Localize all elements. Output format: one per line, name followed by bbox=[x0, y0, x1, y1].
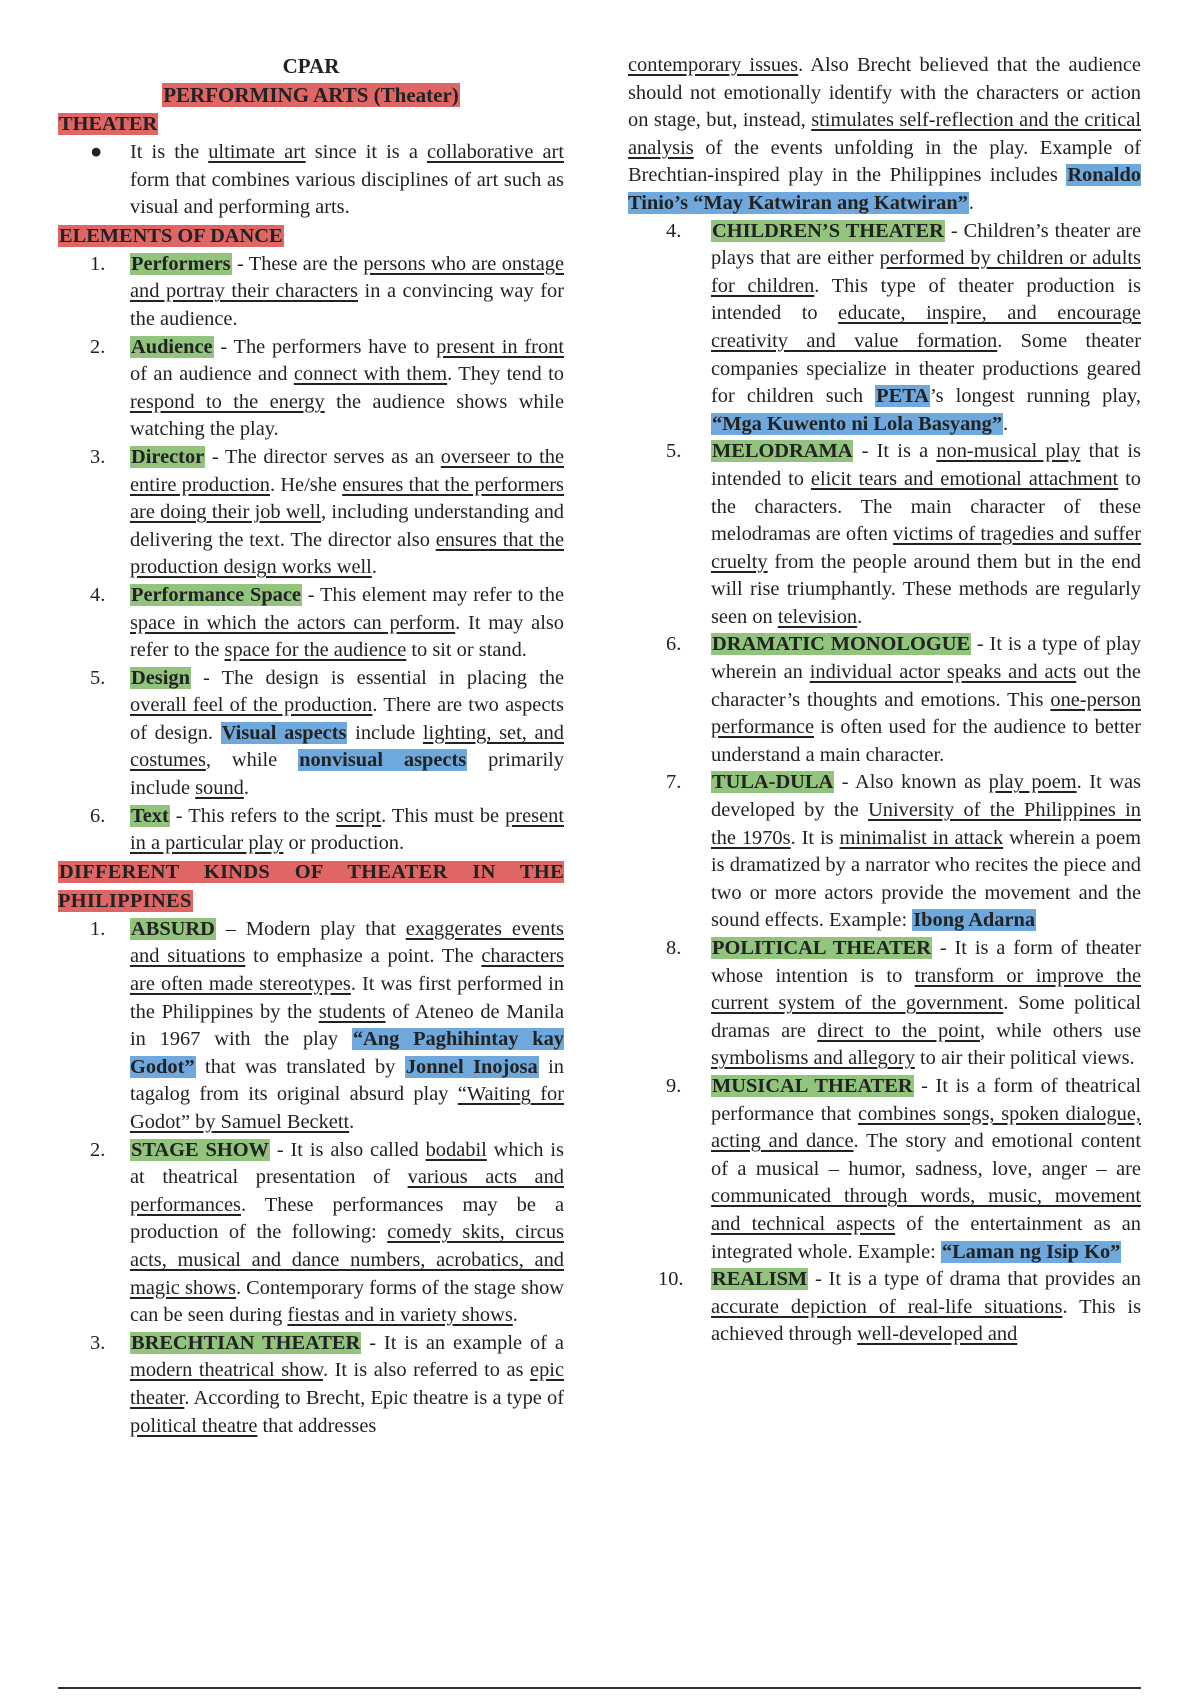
footer-rule bbox=[58, 1687, 1141, 1689]
element-director bbox=[58, 444, 564, 582]
term-highlight: Audience bbox=[131, 335, 213, 358]
blue-highlight: Jonnel Inojosa bbox=[405, 1055, 538, 1078]
item-number: 3. bbox=[90, 1331, 106, 1354]
kind-realism bbox=[628, 1266, 1141, 1349]
item-number: 10. bbox=[658, 1268, 684, 1291]
term-highlight: Director bbox=[131, 445, 205, 468]
item-number: 4. bbox=[90, 583, 106, 606]
text-run: to the characters. The main character of these melodramas are often bbox=[711, 467, 1141, 546]
underlined-text: contemporary issues bbox=[628, 54, 799, 76]
blue-highlight: nonvisual aspects bbox=[299, 749, 467, 772]
text-run: primarily include bbox=[130, 749, 564, 800]
text-run: . There are two aspects of design. bbox=[130, 694, 564, 744]
blue-highlight: Visual aspects bbox=[221, 721, 347, 744]
text-run: . bbox=[512, 1304, 518, 1327]
text-run: - It is a type of play wherein an bbox=[711, 633, 1141, 684]
item-number: 1. bbox=[90, 252, 106, 275]
underlined-text: overall feel of the production bbox=[130, 694, 373, 717]
item-number: 1. bbox=[90, 917, 106, 940]
course-title: CPAR bbox=[282, 54, 340, 78]
underlined-text: “Waiting for Godot” by Samuel Beckett bbox=[130, 1083, 564, 1133]
kind-melodrama bbox=[628, 438, 1141, 631]
kinds-heading bbox=[58, 858, 564, 916]
underlined-text: performed by children or adults for children bbox=[711, 247, 1141, 297]
underlined-text: political theatre bbox=[130, 1414, 258, 1437]
element-audience bbox=[58, 334, 564, 444]
underlined-text: minimalist in attack bbox=[839, 826, 1004, 849]
text-run: . It may also refer to the bbox=[130, 611, 564, 662]
text-run: since it is a bbox=[305, 141, 427, 163]
item-number: 2. bbox=[90, 1138, 106, 1161]
text-run: - This refers to the bbox=[169, 804, 336, 827]
text-run: - It is an example of a bbox=[361, 1331, 564, 1354]
underlined-text: connect with them bbox=[293, 363, 448, 386]
underlined-text: modern theatrical show bbox=[130, 1359, 323, 1382]
text-run: . It was developed by the bbox=[711, 771, 1141, 822]
underlined-text: elicit tears and emotional attachment bbox=[810, 467, 1119, 490]
text-run: . This is achieved through bbox=[711, 1295, 1142, 1346]
text-run: - Also known as bbox=[834, 771, 989, 794]
underlined-text: educate, inspire, and encourage creativity and value formation bbox=[711, 302, 1141, 352]
kinds-list-left bbox=[58, 916, 564, 1440]
text-run: that addresses bbox=[257, 1414, 377, 1437]
text-run: - It is a type of drama that provides an bbox=[808, 1268, 1141, 1291]
text-run: - The design is essential in placing the bbox=[190, 666, 564, 689]
term-highlight: Text bbox=[131, 804, 169, 827]
underlined-text: fiestas and in variety shows bbox=[287, 1304, 513, 1327]
text-run: form that combines various disciplines of art such as visual and performing arts. bbox=[130, 168, 564, 219]
text-run: , including understanding and delivering the text. The director also bbox=[130, 501, 564, 551]
item-number: 8. bbox=[666, 937, 682, 959]
text-run: . The story and emotional content of a musical – humor, sadness, love, anger – are bbox=[711, 1130, 1141, 1180]
theater-heading-text: THEATER bbox=[59, 113, 158, 135]
kind-musical-theater bbox=[628, 1073, 1141, 1266]
item-number: 5. bbox=[90, 666, 106, 689]
text-run: . They tend to bbox=[447, 363, 564, 386]
text-run: . bbox=[371, 556, 377, 579]
blue-highlight: PETA bbox=[876, 385, 930, 408]
text-run: - This element may refer to the bbox=[301, 583, 564, 606]
text-run: or production. bbox=[283, 832, 405, 855]
text-run: out the character’s thoughts and emotions. This bbox=[711, 661, 1141, 711]
kinds-list-right bbox=[628, 218, 1141, 1349]
item-number: 2. bbox=[90, 335, 106, 358]
underlined-text: overseer to the entire production bbox=[130, 445, 564, 496]
text-run: . Some theater companies specialize in theater productions geared for children such bbox=[711, 329, 1141, 408]
blue-highlight: “Ang Paghihintay kay Godot” bbox=[130, 1028, 564, 1078]
term-highlight: STAGE SHOW bbox=[131, 1138, 269, 1161]
underlined-text: ensures that the production design works well bbox=[130, 528, 565, 579]
underlined-text: space for the audience bbox=[224, 639, 407, 662]
term-highlight: MUSICAL THEATER bbox=[712, 1074, 913, 1097]
item-number: 7. bbox=[666, 771, 682, 794]
item-number: 6. bbox=[90, 804, 106, 827]
underlined-text: individual actor speaks and acts bbox=[809, 661, 1077, 684]
text-run: - These are the bbox=[231, 252, 364, 275]
underlined-text: direct to the point bbox=[817, 1019, 980, 1042]
blue-highlight: “Mga Kuwento ni Lola Basyang” bbox=[712, 412, 1003, 435]
text-run: that is intended to bbox=[711, 440, 1141, 490]
text-run: – Modern play that bbox=[215, 917, 406, 940]
underlined-text: respond to the energy bbox=[130, 390, 325, 413]
text-run: , while others use bbox=[979, 1019, 1141, 1042]
underlined-text: space in which the actors can perform bbox=[130, 611, 456, 634]
underlined-text: exaggerates events and situations bbox=[130, 917, 564, 968]
underlined-text: play poem bbox=[988, 771, 1077, 794]
underlined-text: stimulates self-reflection and the critical analysis bbox=[628, 109, 1141, 159]
text-run: in tagalog from its original absurd play bbox=[130, 1055, 564, 1106]
underlined-text: transform or improve the current system of the government bbox=[711, 964, 1141, 1015]
blue-highlight: Ibong Adarna bbox=[913, 909, 1036, 932]
underlined-text: collaborative art bbox=[426, 141, 564, 163]
text-run: - It is a form of theatrical performance that bbox=[711, 1074, 1141, 1125]
text-run: to air their political views. bbox=[914, 1047, 1135, 1070]
underlined-text: well-developed and bbox=[857, 1323, 1018, 1346]
text-run: of the events unfolding in the play. Example of Brechtian-inspired play in the Philippines includes bbox=[628, 136, 1141, 187]
right-column bbox=[628, 52, 1141, 1349]
underlined-text: lighting, set, and costumes bbox=[130, 721, 564, 772]
text-run: . It was first performed in the Philippines by the bbox=[130, 973, 564, 1023]
underlined-text: sound bbox=[195, 777, 244, 800]
term-highlight: Design bbox=[131, 666, 190, 689]
main-title-highlight: PERFORMING ARTS (Theater) bbox=[163, 83, 459, 107]
main-title bbox=[58, 81, 564, 110]
theater-bullet bbox=[58, 139, 564, 222]
underlined-text: ultimate art bbox=[208, 141, 306, 163]
text-run: - It is also called bbox=[269, 1138, 426, 1161]
text-run: . bbox=[243, 777, 249, 800]
text-run: . bbox=[349, 1111, 355, 1133]
term-highlight: BRECHTIAN THEATER bbox=[131, 1331, 361, 1354]
term-highlight: CHILDREN’S THEATER bbox=[712, 219, 944, 242]
kind-tula-dula bbox=[628, 769, 1141, 935]
text-run: . Contemporary forms of the stage show can be seen during bbox=[130, 1276, 564, 1327]
text-run: It is the bbox=[130, 141, 209, 163]
item-number: 5. bbox=[666, 440, 682, 463]
kind-brechtian bbox=[58, 1330, 564, 1440]
underlined-text: non-musical play bbox=[936, 440, 1081, 463]
left-column bbox=[58, 52, 564, 1440]
term-highlight: MELODRAMA bbox=[712, 440, 853, 463]
brechtian-continued bbox=[628, 52, 1141, 218]
text-run: . These performances may be a production of the following: bbox=[130, 1193, 564, 1244]
text-run: - The performers have to bbox=[213, 335, 437, 358]
text-run: which is at theatrical presentation of bbox=[130, 1138, 564, 1189]
text-run: in a convincing way for the audience. bbox=[130, 280, 564, 330]
underlined-text: television bbox=[777, 605, 858, 628]
element-performance-space bbox=[58, 582, 564, 665]
term-highlight: ABSURD bbox=[131, 917, 215, 940]
term-highlight: REALISM bbox=[712, 1268, 808, 1291]
text-run: is often used for the audience to better understand a main character. bbox=[711, 716, 1141, 766]
theater-heading bbox=[58, 110, 564, 139]
kind-dramatic-monologue bbox=[628, 631, 1141, 769]
kinds-heading-text: DIFFERENT KINDS OF THEATER IN THE PHILIPPINES bbox=[58, 860, 564, 912]
underlined-text: victims of tragedies and suffer cruelty bbox=[711, 523, 1142, 573]
theater-bullet-list bbox=[58, 139, 564, 222]
item-number: 3. bbox=[90, 445, 106, 468]
term-highlight: TULA-DULA bbox=[712, 771, 834, 794]
text-run: . He/she bbox=[270, 473, 343, 496]
text-run: to sit or stand. bbox=[406, 639, 527, 662]
text-run: that was translated by bbox=[195, 1055, 405, 1078]
term-highlight: POLITICAL THEATER bbox=[712, 937, 932, 959]
elements-heading bbox=[58, 222, 564, 251]
term-highlight: DRAMATIC MONOLOGUE bbox=[712, 633, 971, 656]
text-run: . bbox=[857, 605, 863, 628]
underlined-text: ensures that the performers are doing their job well bbox=[130, 473, 564, 524]
text-run: wherein a poem is dramatized by a narrator who recites the piece and two or more actors provide the movement and the sound effects. Example: bbox=[711, 826, 1141, 932]
text-run: ’s longest running play, bbox=[930, 385, 1141, 408]
text-run: . It is bbox=[790, 826, 840, 849]
text-run: include bbox=[347, 721, 423, 744]
element-design bbox=[58, 665, 564, 803]
underlined-text: characters are often made stereotypes bbox=[130, 945, 564, 996]
underlined-text: communicated through words, music, movement and technical aspects bbox=[711, 1185, 1141, 1235]
text-run: , while bbox=[205, 749, 299, 772]
text-run: . bbox=[968, 191, 974, 214]
blue-highlight: “Laman ng Isip Ko” bbox=[941, 1240, 1121, 1263]
text-run: from the people around them but in the end will rise triumphantly. These methods are regularly seen on bbox=[711, 550, 1141, 628]
text-run: to emphasize a point. The bbox=[245, 945, 482, 968]
text-run: . Also Brecht believed that the audience should not emotionally identify with the characters or action on stage, but, instead, bbox=[628, 54, 1141, 132]
kind-political-theater bbox=[628, 935, 1141, 1073]
term-highlight: Performance Space bbox=[131, 583, 301, 606]
term-highlight: Performers bbox=[131, 252, 231, 275]
text-run: - The director serves as an bbox=[205, 445, 441, 468]
elements-heading-text: ELEMENTS OF DANCE bbox=[59, 224, 283, 247]
underlined-text: University of the Philippines in the 1970s bbox=[711, 799, 1141, 849]
underlined-text: comedy skits, circus acts, musical and dance numbers, acrobatics, and magic shows bbox=[130, 1221, 564, 1299]
kind-childrens-theater bbox=[628, 218, 1141, 439]
text-run: . This must be bbox=[381, 804, 506, 827]
text-run: of the entertainment as an integrated whole. Example: bbox=[711, 1212, 1141, 1263]
underlined-text: one-person performance bbox=[711, 688, 1141, 739]
underlined-text: students bbox=[318, 1000, 386, 1023]
text-run: . According to Brecht, Epic theatre is a type of bbox=[184, 1386, 564, 1409]
elements-list bbox=[58, 251, 564, 858]
underlined-text: persons who are onstage and portray their characters bbox=[130, 252, 564, 303]
text-run: of Ateneo de Manila in 1967 with the play bbox=[130, 1000, 565, 1051]
element-text bbox=[58, 803, 564, 858]
item-number: 9. bbox=[666, 1074, 682, 1097]
underlined-text: epic theater bbox=[130, 1359, 564, 1409]
text-run: - It is a bbox=[853, 440, 937, 463]
underlined-text: accurate depiction of real-life situations bbox=[711, 1295, 1063, 1318]
item-number: 4. bbox=[666, 219, 682, 242]
text-run: of an audience and bbox=[130, 363, 294, 386]
text-run: the audience shows while watching the play. bbox=[130, 390, 564, 441]
item-number: 6. bbox=[666, 633, 682, 656]
underlined-text: bodabil bbox=[425, 1138, 487, 1161]
underlined-text: various acts and performances bbox=[130, 1166, 564, 1216]
text-run: . Some political dramas are bbox=[711, 992, 1141, 1042]
underlined-text: script bbox=[335, 804, 382, 827]
text-run: - It is a form of theater whose intention is to bbox=[711, 937, 1142, 987]
underlined-text: present in a particular play bbox=[130, 804, 564, 855]
blue-highlight: Ronaldo Tinio’s “May Katwiran ang Katwiran” bbox=[628, 164, 1141, 214]
bullet-dot-icon: ● bbox=[90, 141, 103, 163]
text-run: . It is also referred to as bbox=[322, 1359, 531, 1382]
underlined-text: present in front bbox=[436, 335, 564, 358]
underlined-text: combines songs, spoken dialogue, acting and dance bbox=[711, 1102, 1141, 1153]
text-run: . This type of theater production is intended to bbox=[711, 274, 1141, 325]
underlined-text: symbolisms and allegory bbox=[711, 1047, 915, 1070]
text-run: - Children’s theater are plays that are either bbox=[711, 219, 1141, 270]
kind-absurd bbox=[58, 916, 564, 1137]
text-run: . bbox=[1003, 412, 1009, 435]
kind-stage-show bbox=[58, 1137, 564, 1330]
element-performers bbox=[58, 251, 564, 334]
